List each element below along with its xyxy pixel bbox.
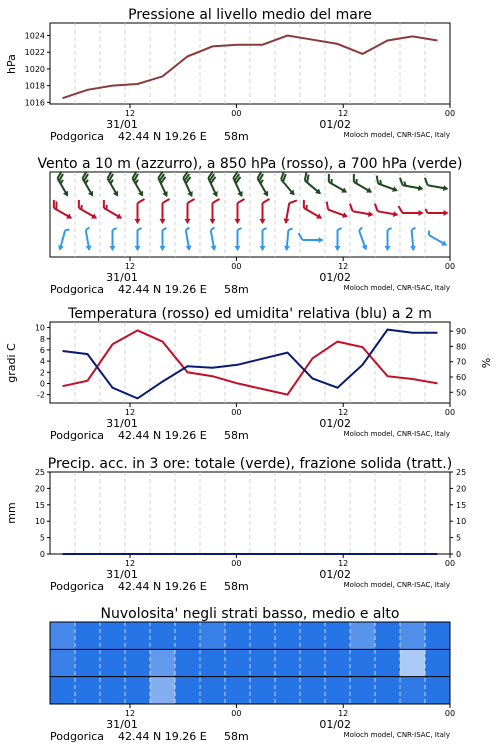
temp-xtick-label: 12 <box>124 408 136 417</box>
cloud-cell <box>225 677 251 704</box>
cloud-cell <box>425 622 451 649</box>
wind-feather-half <box>163 228 167 230</box>
temp-ytick-label: 8 <box>39 334 45 344</box>
wind-barb-2 <box>235 228 242 251</box>
temp-ytick-right-label: 70 <box>456 357 467 367</box>
pressure-ytick-label: 1022 <box>24 48 45 58</box>
cloud-cell <box>350 677 376 704</box>
precip-ytick-right-label: 20 <box>456 484 467 494</box>
precip-ytick-label: 25 <box>34 468 45 477</box>
wind-elevation: 58m <box>224 283 249 296</box>
precip-ytick-right-label: 0 <box>456 550 462 559</box>
wind-feather-half <box>288 228 292 230</box>
cloud-location: Podgorica <box>50 730 105 743</box>
wind-barb-0 <box>373 176 400 194</box>
pressure-title: Pressione al livello medio del mare <box>128 7 372 23</box>
wind-barb-1 <box>99 200 126 221</box>
wind-feather-half <box>65 228 69 231</box>
wind-barb-2 <box>160 228 167 251</box>
wind-feather-half <box>263 228 267 230</box>
wind-barb-0 <box>229 171 249 198</box>
cloud-cell <box>400 622 426 649</box>
cloud-cell <box>100 677 126 704</box>
pressure-xtick-label: 00 <box>231 109 242 118</box>
wind-head <box>160 246 166 251</box>
temp-xtick-label: 00 <box>231 408 242 417</box>
cloud-cell <box>275 649 301 676</box>
cloud-cell <box>125 649 151 676</box>
wind-barb-1 <box>348 204 374 218</box>
cloud-cell <box>350 622 376 649</box>
wind-feather <box>399 206 403 213</box>
cloud-cell <box>75 649 101 676</box>
wind-head <box>211 245 218 251</box>
wind-coords: 42.44 N 19.26 E <box>118 283 207 296</box>
precip-ytick-right-label: 25 <box>456 468 467 477</box>
wind-head <box>260 219 266 224</box>
wind-barb-2 <box>182 227 193 251</box>
cloud-cell <box>50 649 76 676</box>
wind-feather <box>188 199 195 203</box>
wind-barb-1 <box>74 200 101 221</box>
cloud-cell <box>225 649 251 676</box>
wind-feather <box>399 178 404 186</box>
wind-head <box>210 219 216 224</box>
cloud-cell <box>125 622 151 649</box>
wind-feather <box>238 199 245 203</box>
wind-barb-2 <box>110 228 117 251</box>
precip-xtick-label: 00 <box>231 559 242 568</box>
wind-head <box>392 186 399 193</box>
wind-head <box>366 187 373 195</box>
wind-barb-1 <box>299 200 326 221</box>
cloud-cell <box>400 649 426 676</box>
cloud-cell <box>200 622 226 649</box>
cloud-cell <box>425 649 451 676</box>
wind-barb-1 <box>49 200 76 221</box>
wind-barb-2 <box>284 228 293 252</box>
wind-model: Moloch model, CNR-ISAC, Italy <box>343 284 450 292</box>
wind-feather-half <box>427 231 431 235</box>
wind-feather-half <box>210 227 214 230</box>
cloud-cell <box>325 622 351 649</box>
precip-title: Precip. acc. in 3 ore: totale (verde), frazione solida (tratt.) <box>47 456 453 472</box>
wind-head <box>135 246 141 251</box>
wind-head <box>443 185 449 192</box>
cloud-cell <box>200 649 226 676</box>
wind-barb-2 <box>207 227 218 251</box>
cloud-cell <box>400 677 426 704</box>
wind-feather-half <box>338 228 342 230</box>
wind-head <box>160 219 166 224</box>
wind-feather <box>138 199 145 203</box>
cloud-cell <box>175 649 201 676</box>
wind-barb-2 <box>135 228 142 251</box>
wind-head <box>260 246 266 251</box>
cloud-cell <box>50 677 76 704</box>
temp-title: Temperatura (rosso) ed umidita' relativa (blu) a 2 m <box>68 306 432 322</box>
cloud-cell <box>250 622 276 649</box>
wind-head <box>393 211 399 218</box>
wind-feather <box>263 199 270 203</box>
cloud-xtick-label: 12 <box>124 709 136 718</box>
precip-ylabel: mm <box>5 502 18 524</box>
pressure-elevation: 58m <box>224 130 249 143</box>
wind-head <box>57 245 64 251</box>
wind-title: Vento a 10 m (azzurro), a 850 hPa (rosso), a 700 hPa (verde) <box>37 156 463 172</box>
wind-head <box>88 191 96 198</box>
wind-feather-half <box>138 228 142 230</box>
wind-barb-2 <box>356 227 370 251</box>
pressure-ytick-label: 1018 <box>24 81 45 91</box>
pressure-frame <box>50 23 450 104</box>
wind-barb-0 <box>53 171 74 198</box>
temp-ytick-right-label: 50 <box>456 388 467 398</box>
cloud-cell <box>200 677 226 704</box>
wind-head <box>444 210 449 216</box>
wind-head <box>342 212 349 219</box>
precip-ytick-right-label: 10 <box>456 517 467 527</box>
wind-xtick-label: 12 <box>338 262 349 271</box>
cloud-title: Nuvolosita' negli strati basso, medio e alto <box>100 606 400 622</box>
precip-ytick-right-label: 15 <box>456 500 467 510</box>
wind-feather <box>349 204 354 212</box>
precip-ytick-label: 5 <box>39 533 45 543</box>
wind-head <box>116 213 123 221</box>
cloud-cell <box>275 622 301 649</box>
wind-barb-1 <box>323 202 350 220</box>
wind-feather <box>289 199 297 204</box>
wind-head <box>419 210 424 216</box>
wind-head <box>284 246 290 252</box>
wind-head <box>341 187 348 195</box>
wind-barb-2 <box>385 228 392 251</box>
pressure-model: Moloch model, CNR-ISAC, Italy <box>343 131 450 139</box>
wind-head <box>235 246 241 251</box>
wind-feather-half <box>426 209 428 213</box>
wind-head <box>187 191 195 198</box>
wind-location: Podgorica <box>50 283 105 296</box>
wind-feather-half <box>411 228 415 230</box>
cloud-cell <box>350 649 376 676</box>
precip-ytick-label: 15 <box>34 500 45 510</box>
precip-frame <box>50 472 450 554</box>
pressure-xtick-label: 12 <box>124 109 136 118</box>
wind-barb-1 <box>210 199 220 224</box>
pressure-ytick-label: 1016 <box>24 98 45 108</box>
wind-head <box>283 218 290 224</box>
cloud-cell <box>275 677 301 704</box>
wind-barb-1 <box>399 206 424 216</box>
pressure-ytick-label: 1024 <box>24 31 45 41</box>
cloud-cell <box>150 622 176 649</box>
wind-barb-1 <box>235 199 245 224</box>
cloud-cell <box>375 622 401 649</box>
cloud-cell <box>150 677 176 704</box>
cloud-xtick-label: 00 <box>444 709 456 718</box>
temp-ytick-label: 2 <box>39 368 45 378</box>
cloud-cell <box>75 677 101 704</box>
wind-xtick-label: 00 <box>444 262 456 271</box>
wind-head <box>86 245 93 251</box>
cloud-cell <box>375 649 401 676</box>
wind-barb-0 <box>398 178 424 192</box>
wind-barb-1 <box>135 199 145 224</box>
wind-head <box>237 191 245 198</box>
cloud-cell <box>100 649 126 676</box>
cloud-cell <box>300 622 326 649</box>
pressure-xtick-label: 00 <box>444 109 456 118</box>
wind-barb-1 <box>426 209 449 216</box>
wind-barb-1 <box>185 199 195 224</box>
precip-xtick-label: 12 <box>338 559 349 568</box>
cloud-cell <box>425 677 451 704</box>
wind-barb-0 <box>423 178 449 192</box>
wind-feather <box>163 199 170 203</box>
cloud-cell <box>300 677 326 704</box>
wind-head <box>385 246 391 251</box>
wind-date-label: 31/01 <box>106 271 138 284</box>
precip-ytick-label: 10 <box>34 517 45 527</box>
pressure-location: Podgorica <box>50 130 105 143</box>
cloud-date-label: 31/01 <box>106 718 138 731</box>
cloud-cell <box>250 677 276 704</box>
temp-ytick-right-label: 80 <box>456 342 467 352</box>
wind-barb-2 <box>260 228 267 251</box>
wind-barb-2 <box>299 233 324 243</box>
wind-head <box>113 191 121 198</box>
cloud-cell <box>250 649 276 676</box>
wind-head <box>335 246 341 251</box>
wind-barb-0 <box>349 174 376 195</box>
wind-date-label: 01/02 <box>319 271 352 284</box>
temp-ytick-label: 10 <box>34 323 45 333</box>
temp-ylabel: gradi C <box>5 343 18 383</box>
precip-ytick-label: 0 <box>39 550 45 559</box>
precip-xtick-label: 12 <box>124 559 136 568</box>
wind-head <box>263 191 271 198</box>
wind-barb-1 <box>160 199 170 224</box>
wind-head <box>212 191 220 198</box>
wind-feather <box>424 178 429 186</box>
temp-xtick-label: 00 <box>444 408 456 417</box>
precip-elevation: 58m <box>224 580 249 593</box>
precip-date-label: 31/01 <box>106 568 138 581</box>
precip-ytick-right-label: 5 <box>456 533 462 543</box>
cloud-cell <box>325 677 351 704</box>
temp-date-label: 31/01 <box>106 417 138 430</box>
wind-head <box>185 219 191 224</box>
cloud-model: Moloch model, CNR-ISAC, Italy <box>343 731 450 739</box>
wind-barb-2 <box>82 227 93 251</box>
wind-head <box>66 213 73 221</box>
pressure-ylabel: hPa <box>5 54 18 74</box>
cloud-cell <box>100 622 126 649</box>
cloud-cell <box>125 677 151 704</box>
wind-barb-0 <box>128 171 149 198</box>
wind-feather <box>299 233 303 240</box>
wind-feather <box>213 199 220 203</box>
wind-xtick-label: 12 <box>124 262 136 271</box>
pressure-coords: 42.44 N 19.26 E <box>118 130 207 143</box>
cloud-coords: 42.44 N 19.26 E <box>118 730 207 743</box>
wind-feather-half <box>388 228 392 230</box>
pressure-date-label: 01/02 <box>319 118 352 131</box>
wind-barb-0 <box>179 171 199 198</box>
wind-feather-half <box>113 228 117 230</box>
wind-barb-1 <box>283 199 297 225</box>
temp-elevation: 58m <box>224 429 249 442</box>
cloud-cell <box>50 622 76 649</box>
wind-xtick-label: 00 <box>231 262 242 271</box>
temp-ytick-right-label: 60 <box>456 373 467 383</box>
wind-head <box>186 245 193 251</box>
wind-head <box>418 185 424 192</box>
wind-head <box>138 191 146 198</box>
wind-barb-2 <box>426 231 449 249</box>
wind-feather <box>374 204 379 212</box>
wind-head <box>110 246 116 251</box>
temp-coords: 42.44 N 19.26 E <box>118 429 207 442</box>
humidity-ylabel: % <box>480 357 493 369</box>
precip-model: Moloch model, CNR-ISAC, Italy <box>343 581 450 589</box>
wind-head <box>235 219 241 224</box>
wind-feather-half <box>185 227 189 230</box>
precip-ytick-label: 20 <box>34 484 45 494</box>
wind-barb-0 <box>154 171 174 198</box>
wind-feather-half <box>238 228 242 230</box>
temp-ytick-label: 0 <box>39 379 45 389</box>
pressure-xtick-label: 12 <box>338 109 349 118</box>
wind-head <box>410 246 416 252</box>
wind-feather-half <box>85 227 89 230</box>
cloud-xtick-label: 00 <box>231 709 242 718</box>
wind-head <box>362 245 369 252</box>
wind-head <box>368 211 374 218</box>
temp-ytick-label: 4 <box>39 357 45 367</box>
temp-ytick-right-label: 90 <box>456 327 467 337</box>
wind-barb-0 <box>204 171 224 198</box>
cloud-date-label: 01/02 <box>319 718 352 731</box>
temp-ytick-label: -2 <box>37 390 45 400</box>
wind-head <box>319 237 324 243</box>
temp-date-label: 01/02 <box>319 417 352 430</box>
wind-barb-1 <box>260 199 270 224</box>
wind-head <box>441 240 448 248</box>
cloud-elevation: 58m <box>224 730 249 743</box>
precip-xtick-label: 00 <box>444 559 456 568</box>
wind-head <box>91 213 98 221</box>
wind-head <box>162 191 170 198</box>
cloud-cell <box>325 649 351 676</box>
wind-barb-1 <box>373 204 399 218</box>
wind-barb-0 <box>276 172 300 198</box>
cloud-cell <box>175 622 201 649</box>
wind-barb-0 <box>253 171 274 198</box>
pressure-ytick-label: 1020 <box>24 64 45 74</box>
pressure-date-label: 31/01 <box>106 118 138 131</box>
temp-model: Moloch model, CNR-ISAC, Italy <box>343 430 450 438</box>
temp-location: Podgorica <box>50 429 105 442</box>
wind-head <box>63 191 71 198</box>
wind-barb-0 <box>300 173 326 197</box>
wind-barb-0 <box>324 174 351 195</box>
cloud-cell <box>75 622 101 649</box>
wind-head <box>316 213 323 221</box>
wind-barb-0 <box>78 171 99 198</box>
wind-barb-2 <box>57 228 70 252</box>
wind-head <box>135 219 141 224</box>
cloud-cell <box>175 677 201 704</box>
wind-barb-0 <box>103 171 124 198</box>
cloud-cell <box>150 649 176 676</box>
wind-barb-2 <box>335 228 342 251</box>
cloud-cell <box>375 677 401 704</box>
cloud-xtick-label: 12 <box>338 709 349 718</box>
temp-xtick-label: 12 <box>338 408 349 417</box>
wind-barb-2 <box>408 228 417 252</box>
temp-ytick-label: 6 <box>39 345 45 355</box>
precip-date-label: 01/02 <box>319 568 352 581</box>
precip-location: Podgorica <box>50 580 105 593</box>
precip-coords: 42.44 N 19.26 E <box>118 580 207 593</box>
wind-feather-half <box>358 227 362 230</box>
cloud-cell <box>225 622 251 649</box>
cloud-cell <box>300 649 326 676</box>
